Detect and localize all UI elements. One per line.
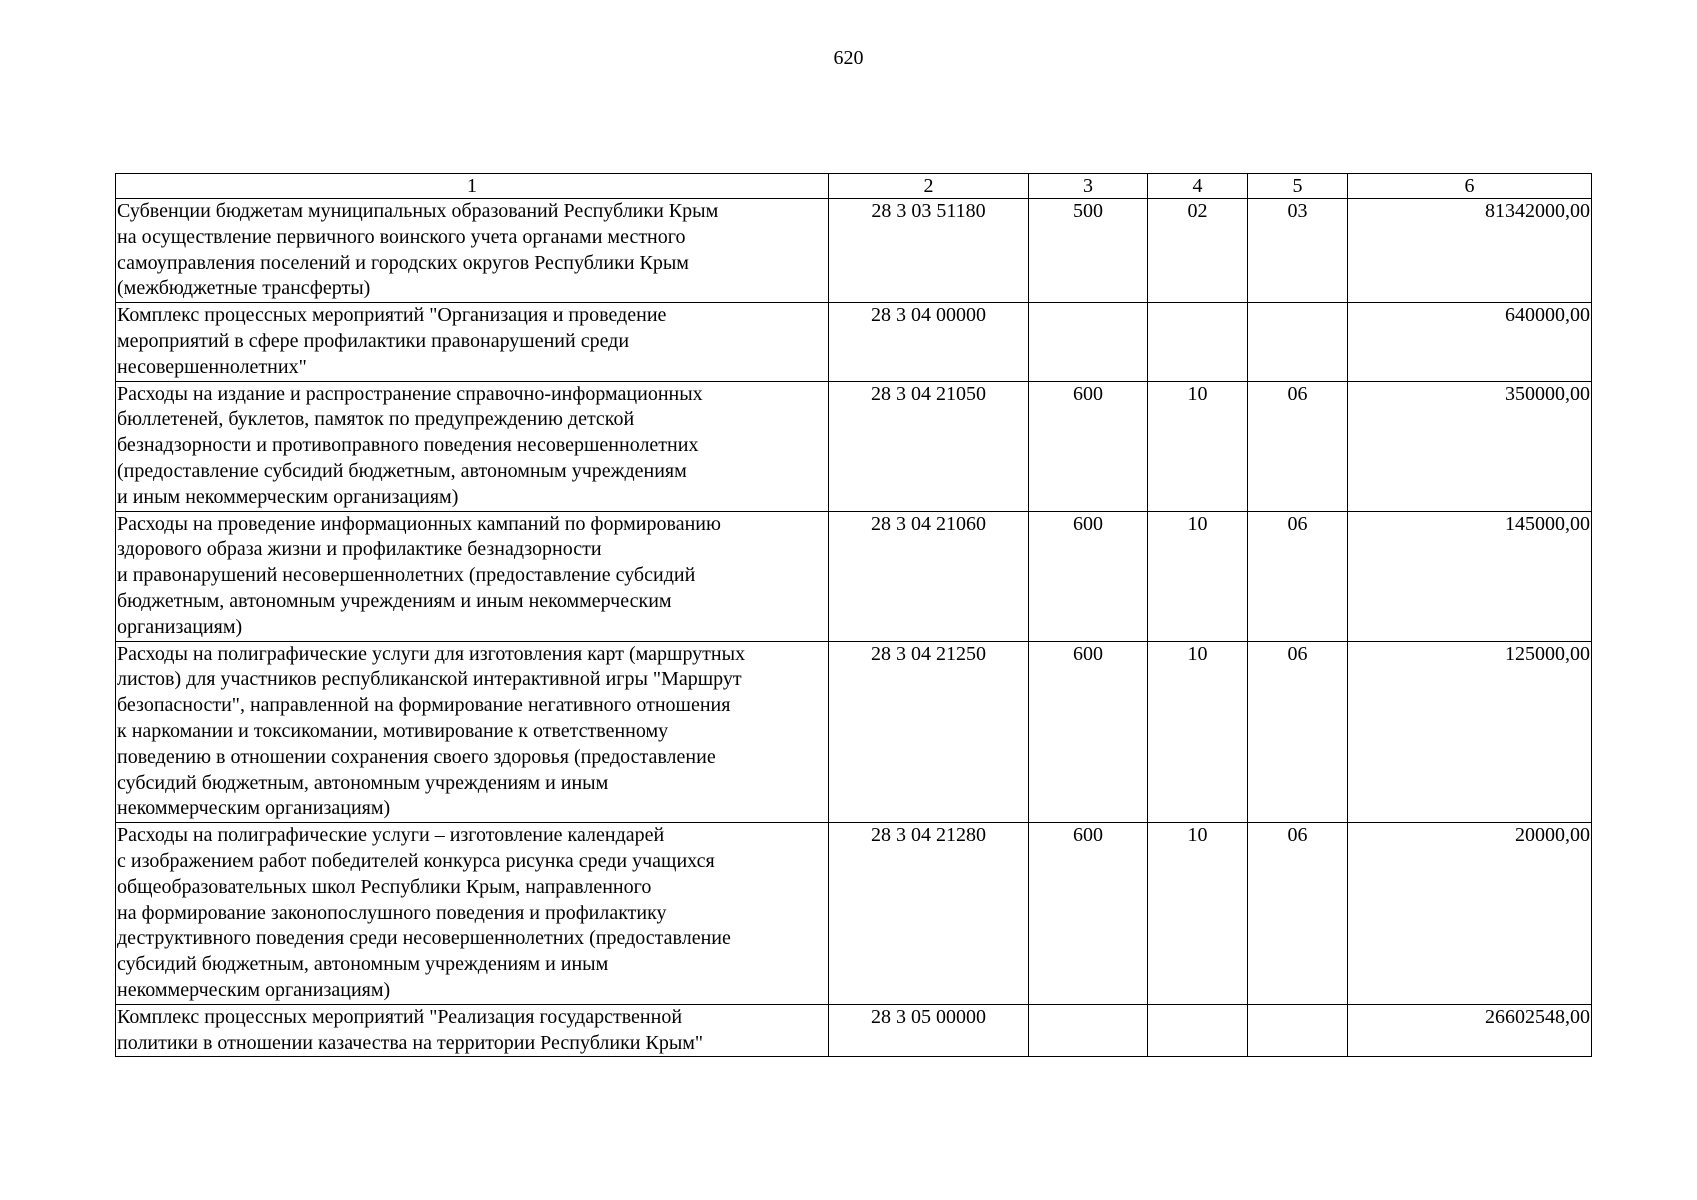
- description-line: (предоставление субсидий бюджетным, автономным учреждениям: [117, 459, 687, 482]
- amount: 145000,00: [1348, 511, 1592, 641]
- column-header: 1: [116, 174, 829, 199]
- description-line: поведению в отношении сохранения своего здоровья (предоставление: [117, 745, 716, 768]
- row-description: [116, 641, 829, 823]
- expense-type-code: 600: [1029, 823, 1148, 1005]
- table-row: [116, 641, 1592, 823]
- expense-type-code: 600: [1029, 381, 1148, 511]
- description-line: на осуществление первичного воинского учета органами местного: [117, 225, 686, 248]
- description-line: безнадзорности и противоправного поведения несовершеннолетних: [117, 434, 699, 457]
- subsection-code: 06: [1248, 641, 1348, 823]
- target-article-code: 28 3 04 00000: [829, 303, 1029, 381]
- description-line: общеобразовательных школ Республики Крым, направленного: [117, 875, 652, 898]
- description-line: бюджетным, автономным учреждениям и иным некоммерческим: [117, 589, 672, 612]
- description-line: листов) для участников республиканской интерактивной игры "Маршрут: [117, 668, 742, 691]
- section-code: [1148, 1004, 1248, 1057]
- description-line: (межбюджетные трансферты): [117, 277, 371, 300]
- description-line: несовершеннолетних": [117, 355, 307, 378]
- table-row: [116, 511, 1592, 641]
- description-line: некоммерческим организациям): [117, 797, 391, 820]
- description-line: к наркомании и токсикомании, мотивирование к ответственному: [117, 719, 669, 742]
- expense-type-code: 600: [1029, 641, 1148, 823]
- subsection-code: 03: [1248, 199, 1348, 303]
- table-row: [116, 381, 1592, 511]
- section-code: 10: [1148, 381, 1248, 511]
- amount: 640000,00: [1348, 303, 1592, 381]
- target-article-code: 28 3 04 21060: [829, 511, 1029, 641]
- target-article-code: 28 3 04 21050: [829, 381, 1029, 511]
- target-article-code: 28 3 05 00000: [829, 1004, 1029, 1057]
- description-line: субсидий бюджетным, автономным учреждениям и иным: [117, 771, 609, 794]
- description-line: некоммерческим организациям): [117, 978, 391, 1001]
- description-line: субсидий бюджетным, автономным учреждениям и иным: [117, 953, 609, 976]
- description-line: на формирование законопослушного поведения и профилактику: [117, 901, 667, 924]
- column-header: 5: [1248, 174, 1348, 199]
- section-code: 10: [1148, 641, 1248, 823]
- amount: 20000,00: [1348, 823, 1592, 1005]
- row-description: [116, 199, 829, 303]
- column-header: 4: [1148, 174, 1248, 199]
- column-header: 3: [1029, 174, 1148, 199]
- target-article-code: 28 3 04 21250: [829, 641, 1029, 823]
- table-row: [116, 1004, 1592, 1057]
- amount: 350000,00: [1348, 381, 1592, 511]
- description-line: с изображением работ победителей конкурса рисунка среди учащихся: [117, 849, 715, 872]
- section-code: 02: [1148, 199, 1248, 303]
- expense-type-code: 600: [1029, 511, 1148, 641]
- description-line: бюллетеней, буклетов, памяток по предупреждению детской: [117, 408, 635, 431]
- description-line: Расходы на издание и распространение справочно-информационных: [117, 382, 703, 405]
- table-body: [116, 199, 1592, 1057]
- table-row: [116, 199, 1592, 303]
- table-row: [116, 303, 1592, 381]
- subsection-code: [1248, 1004, 1348, 1057]
- description-line: самоуправления поселений и городских округов Республики Крым: [117, 251, 689, 274]
- table-row: [116, 823, 1592, 1005]
- row-description: [116, 823, 829, 1005]
- section-code: 10: [1148, 823, 1248, 1005]
- expense-type-code: 500: [1029, 199, 1148, 303]
- row-description: [116, 381, 829, 511]
- expense-type-code: [1029, 303, 1148, 381]
- row-description: [116, 1004, 829, 1057]
- section-code: [1148, 303, 1248, 381]
- description-line: здорового образа жизни и профилактике безнадзорности: [117, 538, 602, 561]
- expense-type-code: [1029, 1004, 1148, 1057]
- description-line: Расходы на полиграфические услуги – изготовление календарей: [117, 824, 665, 847]
- subsection-code: 06: [1248, 511, 1348, 641]
- description-line: Расходы на проведение информационных кампаний по формированию: [117, 512, 721, 535]
- description-line: и правонарушений несовершеннолетних (предоставление субсидий: [117, 564, 696, 587]
- description-line: организациям): [117, 615, 243, 638]
- description-line: мероприятий в сфере профилактики правонарушений среди: [117, 329, 630, 352]
- target-article-code: 28 3 04 21280: [829, 823, 1029, 1005]
- subsection-code: [1248, 303, 1348, 381]
- subsection-code: 06: [1248, 381, 1348, 511]
- column-header: 6: [1348, 174, 1592, 199]
- row-description: [116, 303, 829, 381]
- description-line: Расходы на полиграфические услуги для изготовления карт (маршрутных: [117, 642, 746, 665]
- row-description: [116, 511, 829, 641]
- section-code: 10: [1148, 511, 1248, 641]
- page-number: 620: [833, 47, 864, 69]
- target-article-code: 28 3 03 51180: [829, 199, 1029, 303]
- column-header: 2: [829, 174, 1029, 199]
- description-line: деструктивного поведения среди несовершеннолетних (предоставление: [117, 927, 731, 950]
- subsection-code: 06: [1248, 823, 1348, 1005]
- description-line: Комплекс процессных мероприятий "Организация и проведение: [117, 304, 667, 327]
- description-line: Субвенции бюджетам муниципальных образований Республики Крым: [117, 200, 719, 222]
- description-line: политики в отношении казачества на территории Республики Крым": [117, 1031, 704, 1054]
- description-line: Комплекс процессных мероприятий "Реализация государственной: [117, 1005, 683, 1028]
- description-line: безопасности", направленной на формирование негативного отношения: [117, 694, 731, 717]
- budget-table: [115, 173, 1592, 1057]
- amount: 26602548,00: [1348, 1004, 1592, 1057]
- amount: 81342000,00: [1348, 199, 1592, 303]
- header-row: [116, 174, 1592, 199]
- amount: 125000,00: [1348, 641, 1592, 823]
- description-line: и иным некоммерческим организациям): [117, 485, 459, 508]
